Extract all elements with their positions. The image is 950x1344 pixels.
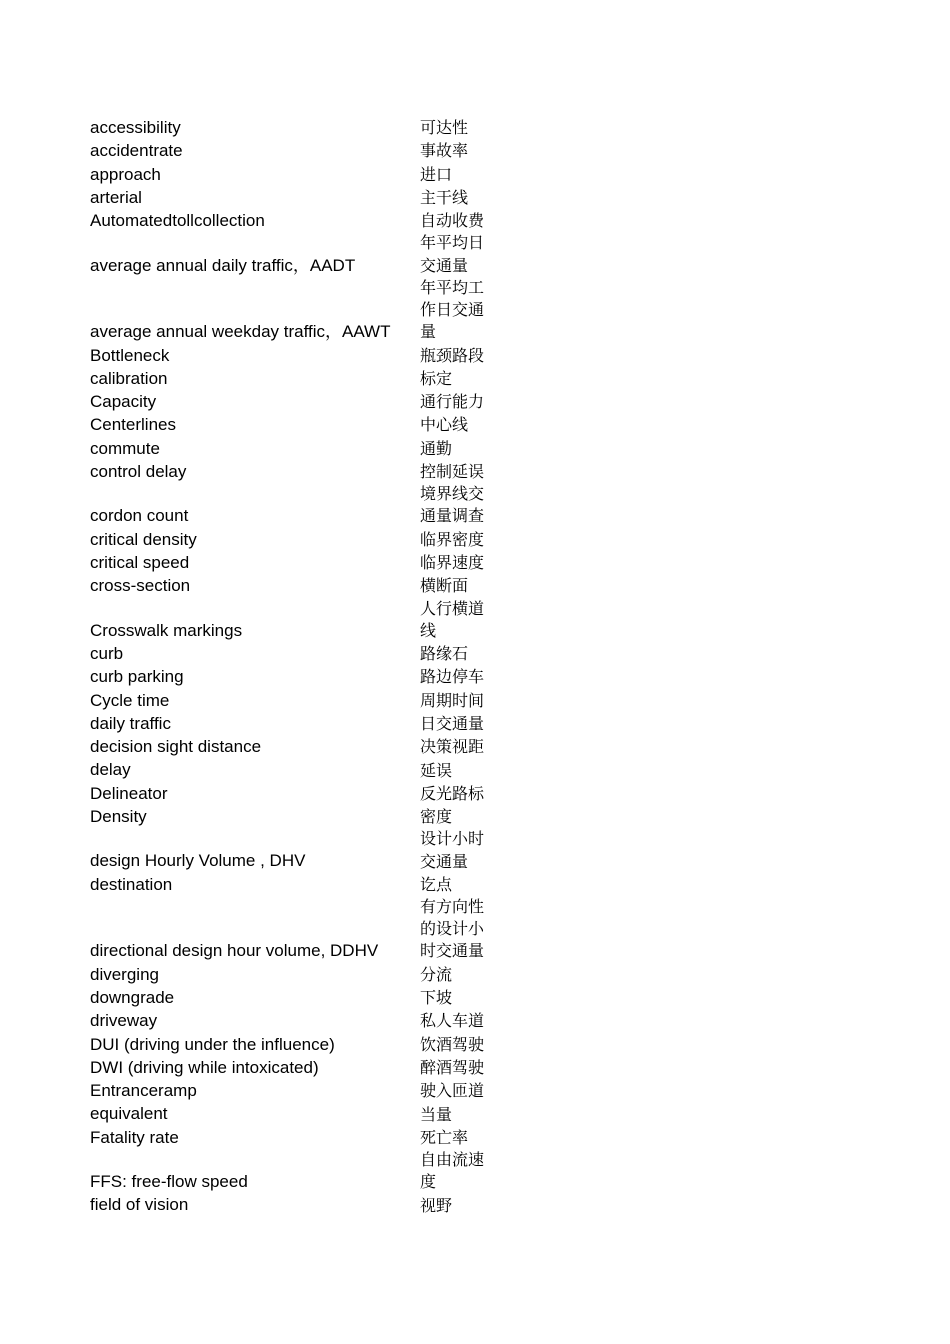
glossary-row bbox=[90, 1149, 492, 1193]
chinese-translation: 醉酒驾驶 bbox=[420, 1057, 485, 1077]
glossary-row bbox=[90, 758, 492, 781]
english-term: accidentrate bbox=[90, 141, 183, 161]
chinese-translation: 反光路标 bbox=[420, 783, 485, 803]
english-term: DUI (driving under the influence) bbox=[90, 1034, 335, 1054]
english-term: calibration bbox=[90, 368, 168, 388]
glossary-row bbox=[90, 437, 492, 460]
glossary-row bbox=[90, 116, 492, 139]
glossary-row bbox=[90, 712, 492, 735]
chinese-translation: 通勤 bbox=[420, 438, 453, 458]
english-term: arterial bbox=[90, 187, 142, 207]
chinese-translation: 标定 bbox=[420, 368, 453, 388]
english-term: commute bbox=[90, 438, 160, 458]
english-term: curb bbox=[90, 643, 124, 663]
chinese-translation: 下坡 bbox=[420, 988, 453, 1008]
glossary-row bbox=[90, 828, 492, 872]
english-term: control delay bbox=[90, 461, 187, 481]
chinese-translation: 自由流速度 bbox=[420, 1150, 485, 1192]
english-term: directional design hour volume, DDHV bbox=[90, 941, 379, 961]
chinese-translation: 密度 bbox=[420, 807, 453, 827]
english-term: Cycle time bbox=[90, 690, 170, 710]
english-term: design Hourly Volume , DHV bbox=[90, 851, 306, 871]
glossary-row bbox=[90, 665, 492, 688]
english-term: DWI (driving while intoxicated) bbox=[90, 1057, 319, 1077]
glossary-row bbox=[90, 1079, 492, 1102]
english-term: destination bbox=[90, 874, 173, 894]
english-term: FFS: free-flow speed bbox=[90, 1172, 248, 1192]
glossary-row bbox=[90, 598, 492, 642]
glossary-row bbox=[90, 209, 492, 232]
english-term: Centerlines bbox=[90, 415, 176, 435]
glossary-row bbox=[90, 551, 492, 574]
english-term: Delineator bbox=[90, 783, 168, 803]
english-term: Bottleneck bbox=[90, 345, 170, 365]
chinese-translation: 分流 bbox=[420, 964, 453, 984]
chinese-translation: 通行能力 bbox=[420, 392, 485, 412]
english-term: equivalent bbox=[90, 1104, 168, 1124]
glossary-row bbox=[90, 367, 492, 390]
glossary-row bbox=[90, 782, 492, 805]
glossary-row bbox=[90, 277, 492, 344]
english-term: Fatality rate bbox=[90, 1127, 179, 1147]
english-term: diverging bbox=[90, 964, 159, 984]
chinese-translation: 路边停车 bbox=[420, 667, 485, 687]
chinese-translation: 事故率 bbox=[420, 141, 469, 161]
glossary-row bbox=[90, 963, 492, 986]
english-term: delay bbox=[90, 760, 131, 780]
chinese-translation: 当量 bbox=[420, 1104, 453, 1124]
glossary-row bbox=[90, 528, 492, 551]
glossary-row bbox=[90, 1033, 492, 1056]
chinese-translation: 人行横道线 bbox=[420, 598, 485, 640]
chinese-translation: 进口 bbox=[420, 164, 453, 184]
english-term: decision sight distance bbox=[90, 737, 262, 757]
chinese-translation: 可达性 bbox=[420, 118, 469, 138]
chinese-translation: 自动收费 bbox=[420, 211, 485, 231]
chinese-translation: 横断面 bbox=[420, 576, 469, 596]
glossary-row bbox=[90, 735, 492, 758]
chinese-translation: 有方向性的设计小时交通量 bbox=[420, 897, 485, 961]
chinese-translation: 年平均日交通量 bbox=[420, 233, 485, 275]
glossary-row bbox=[90, 163, 492, 186]
chinese-translation: 讫点 bbox=[420, 874, 453, 894]
english-term: driveway bbox=[90, 1011, 158, 1031]
english-term: average annual daily traffic，AADT bbox=[90, 255, 356, 275]
chinese-translation: 瓶颈路段 bbox=[420, 345, 485, 365]
glossary-row bbox=[90, 390, 492, 413]
glossary-row bbox=[90, 139, 492, 162]
chinese-translation: 视野 bbox=[420, 1195, 453, 1215]
glossary-row bbox=[90, 873, 492, 896]
english-term: critical density bbox=[90, 529, 197, 549]
chinese-translation: 设计小时交通量 bbox=[420, 829, 485, 871]
glossary-row bbox=[90, 805, 492, 828]
chinese-translation: 日交通量 bbox=[420, 713, 485, 733]
english-term: Density bbox=[90, 807, 147, 827]
english-term: Automatedtollcollection bbox=[90, 211, 265, 231]
chinese-translation: 死亡率 bbox=[420, 1127, 469, 1147]
chinese-translation: 延误 bbox=[420, 760, 453, 780]
glossary-row bbox=[90, 232, 492, 276]
chinese-translation: 饮酒驾驶 bbox=[420, 1034, 485, 1054]
chinese-translation: 境界线交通量调查 bbox=[420, 484, 485, 526]
english-term: cross-section bbox=[90, 576, 191, 596]
english-term: daily traffic bbox=[90, 713, 171, 733]
glossary-row bbox=[90, 483, 492, 527]
english-term: approach bbox=[90, 164, 161, 184]
english-term: Capacity bbox=[90, 392, 157, 412]
chinese-translation: 路缘石 bbox=[420, 644, 469, 664]
english-term: critical speed bbox=[90, 552, 190, 572]
glossary-row bbox=[90, 186, 492, 209]
glossary-row bbox=[90, 896, 492, 963]
english-term: curb parking bbox=[90, 667, 184, 687]
glossary-row bbox=[90, 642, 492, 665]
chinese-translation: 决策视距 bbox=[420, 737, 485, 757]
chinese-translation: 主干线 bbox=[420, 187, 469, 207]
chinese-translation: 私人车道 bbox=[420, 1011, 485, 1031]
chinese-translation: 临界速度 bbox=[420, 553, 485, 573]
chinese-translation: 控制延误 bbox=[420, 462, 485, 482]
glossary-row bbox=[90, 1126, 492, 1149]
english-term: accessibility bbox=[90, 118, 181, 137]
english-term: Crosswalk markings bbox=[90, 620, 243, 640]
english-term: field of vision bbox=[90, 1195, 189, 1215]
glossary-row bbox=[90, 1193, 492, 1216]
english-term: Entranceramp bbox=[90, 1081, 197, 1101]
chinese-translation: 驶入匝道 bbox=[420, 1081, 485, 1101]
glossary-row bbox=[90, 1102, 492, 1125]
glossary-row bbox=[90, 460, 492, 483]
chinese-translation: 周期时间 bbox=[420, 690, 485, 710]
english-term: cordon count bbox=[90, 506, 189, 526]
chinese-translation: 临界密度 bbox=[420, 529, 485, 549]
glossary-table bbox=[90, 116, 492, 1217]
glossary-row bbox=[90, 1009, 492, 1032]
english-term: average annual weekday traffic，AAWT bbox=[90, 322, 391, 342]
chinese-translation: 年平均工作日交通量 bbox=[420, 277, 485, 342]
glossary-row bbox=[90, 344, 492, 367]
english-term: downgrade bbox=[90, 987, 175, 1007]
glossary-row bbox=[90, 1056, 492, 1079]
chinese-translation: 中心线 bbox=[420, 415, 469, 435]
glossary-row bbox=[90, 689, 492, 712]
glossary-row bbox=[90, 574, 492, 597]
glossary-row bbox=[90, 986, 492, 1009]
glossary-row bbox=[90, 413, 492, 436]
